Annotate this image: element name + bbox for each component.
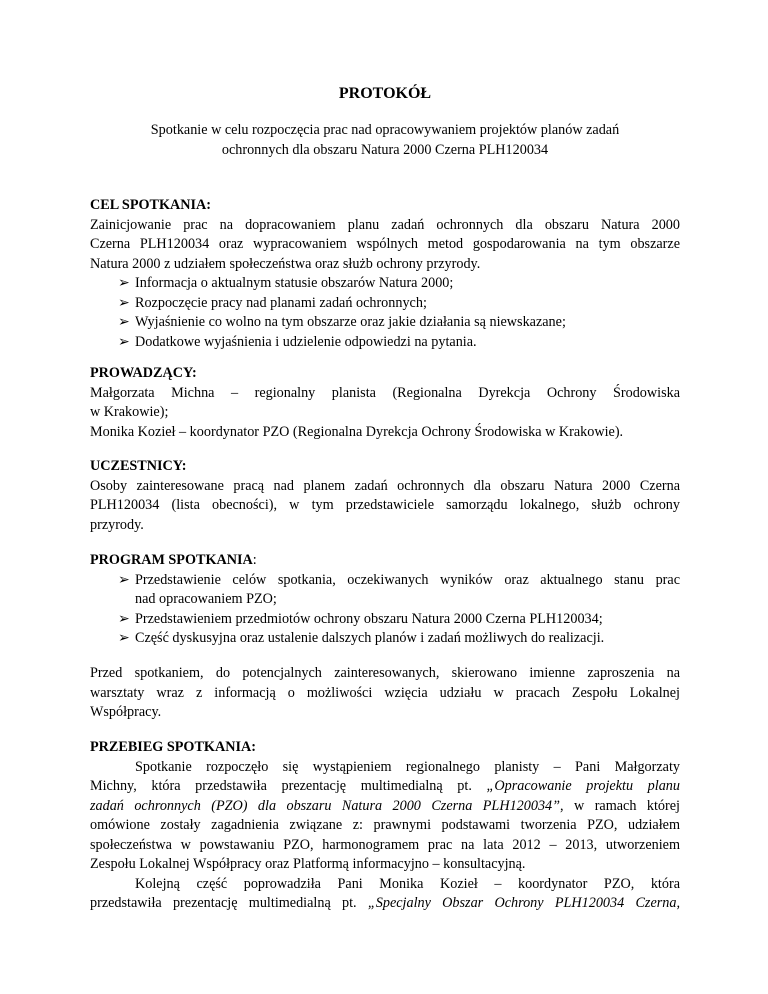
paragraph-line: Natura 2000 z udziałem społeczeństwa oraz służb ochrony przyrody.	[90, 255, 481, 272]
paragraph-line: Przed spotkaniem, do potencjalnych zainteresowanych, skierowano imienne zaproszenia na	[90, 665, 680, 681]
arrow-bullet-icon: ➢	[118, 333, 130, 350]
arrow-bullet-icon: ➢	[118, 294, 130, 311]
paragraph-line: w Krakowie);	[90, 404, 169, 420]
paragraph-line: Współpracy.	[90, 704, 162, 720]
paragraph-line: Zainicjowanie prac na dopracowaniem planu zadań ochronnych dla obszaru Natura 2000	[90, 216, 680, 233]
arrow-bullet-icon: ➢	[118, 314, 130, 330]
paragraph-line: Michny, która przedstawiła prezentację multimedialną pt. „Opracowanie projektu planu	[90, 778, 680, 794]
paragraph-line: zadań ochronnych (PZO) dla obszaru Natura 2000 Czerna PLH120034”, w ramach której	[90, 797, 680, 814]
section-cel	[90, 196, 680, 352]
section-heading: PROWADZĄCY:	[90, 365, 197, 381]
document-title: PROTOKÓŁ	[338, 85, 432, 102]
list-item: ➢ Przedstawieniem przedmiotów ochrony obszaru Natura 2000 Czerna PLH120034;	[90, 610, 680, 630]
paragraph-line: przyrody.	[90, 516, 144, 533]
paragraph-line: Spotkanie rozpoczęło się wystąpieniem regionalnego planisty – Pani Małgorzaty	[135, 758, 680, 775]
paragraph-line: Zespołu Lokalnej Współpracy oraz Platformą informacyjno – konsultacyjną.	[90, 856, 526, 872]
arrow-bullet-icon: ➢	[118, 610, 130, 627]
paragraph-line: Osoby zainteresowane pracą nad planem zadań ochronnych dla obszaru Natura 2000 Czerna	[90, 477, 680, 494]
arrow-bullet-icon: ➢	[118, 630, 130, 646]
arrow-bullet-icon: ➢	[118, 571, 130, 588]
list-item: ➢ Informacja o aktualnym statusie obszarów Natura 2000;	[90, 274, 680, 294]
paragraph-line: społeczeństwa w powstawaniu PZO, harmonogramem prac na lata 2012 – 2013, utworzeniem	[90, 836, 680, 853]
list-item: ➢ Część dyskusyjna oraz ustalenie dalszych planów i zadań możliwych do realizacji.	[90, 629, 680, 649]
arrow-bullet-icon: ➢	[118, 275, 130, 291]
subtitle-line: ochronnych dla obszaru Natura 2000 Czerna PLH120034	[221, 141, 549, 158]
paragraph-line: Monika Kozieł – koordynator PZO (Regionalna Dyrekcja Ochrony Środowiska w Krakowie).	[90, 423, 624, 440]
section-heading: PRZEBIEG SPOTKANIA:	[90, 739, 256, 755]
paragraph-line: Kolejną część poprowadziła Pani Monika Kozieł – koordynator PZO, która	[135, 875, 680, 892]
section-program	[90, 551, 680, 649]
section-przebieg	[90, 738, 680, 914]
bullet-list	[90, 571, 680, 649]
paragraph-line: Czerna PLH120034 oraz wypracowaniem wspólnych metod gospodarowania na tym obszarze	[90, 236, 680, 252]
section-heading: CEL SPOTKANIA:	[90, 197, 212, 213]
section-heading: UCZESTNICY:	[90, 458, 187, 474]
section-prowadzacy	[90, 364, 680, 442]
paragraph-line: PLH120034 (lista obecności), w tym przedstawiciele samorządu lokalnego, służb ochrony	[90, 497, 680, 513]
bullet-list	[90, 274, 680, 352]
list-item: ➢ Rozpoczęcie pracy nad planami zadań ochronnych;	[90, 294, 680, 314]
section-heading: PROGRAM SPOTKANIA:	[90, 552, 257, 568]
document-subtitle	[90, 121, 680, 160]
paragraph-line: przedstawiła prezentację multimedialną pt. „Specjalny Obszar Ochrony PLH120034 Czerna,	[90, 895, 680, 911]
list-item: ➢ Wyjaśnienie co wolno na tym obszarze oraz jakie działania są niewskazane;	[90, 313, 680, 333]
subtitle-line: Spotkanie w celu rozpoczęcia prac nad opracowywaniem projektów planów zadań	[150, 122, 620, 138]
paragraph-line: Małgorzata Michna – regionalny planista (Regionalna Dyrekcja Ochrony Środowiska	[90, 384, 680, 401]
list-item: ➢ Przedstawienie celów spotkania, oczekiwanych wyników oraz aktualnego stanu prac nad opracowaniem PZO;	[118, 571, 680, 607]
list-item: ➢ Dodatkowe wyjaśnienia i udzielenie odpowiedzi na pytania.	[90, 333, 680, 353]
paragraph-line: warsztaty wraz z informacją o możliwości wzięcia udziału w pracach Zespołu Lokalnej	[90, 684, 680, 701]
paragraph-zaproszenia	[90, 664, 680, 723]
paragraph-line: omówione zostały zagadnienia związane z: prawnymi podstawami tworzenia PZO, udziałem	[90, 817, 680, 833]
section-uczestnicy	[90, 457, 680, 535]
